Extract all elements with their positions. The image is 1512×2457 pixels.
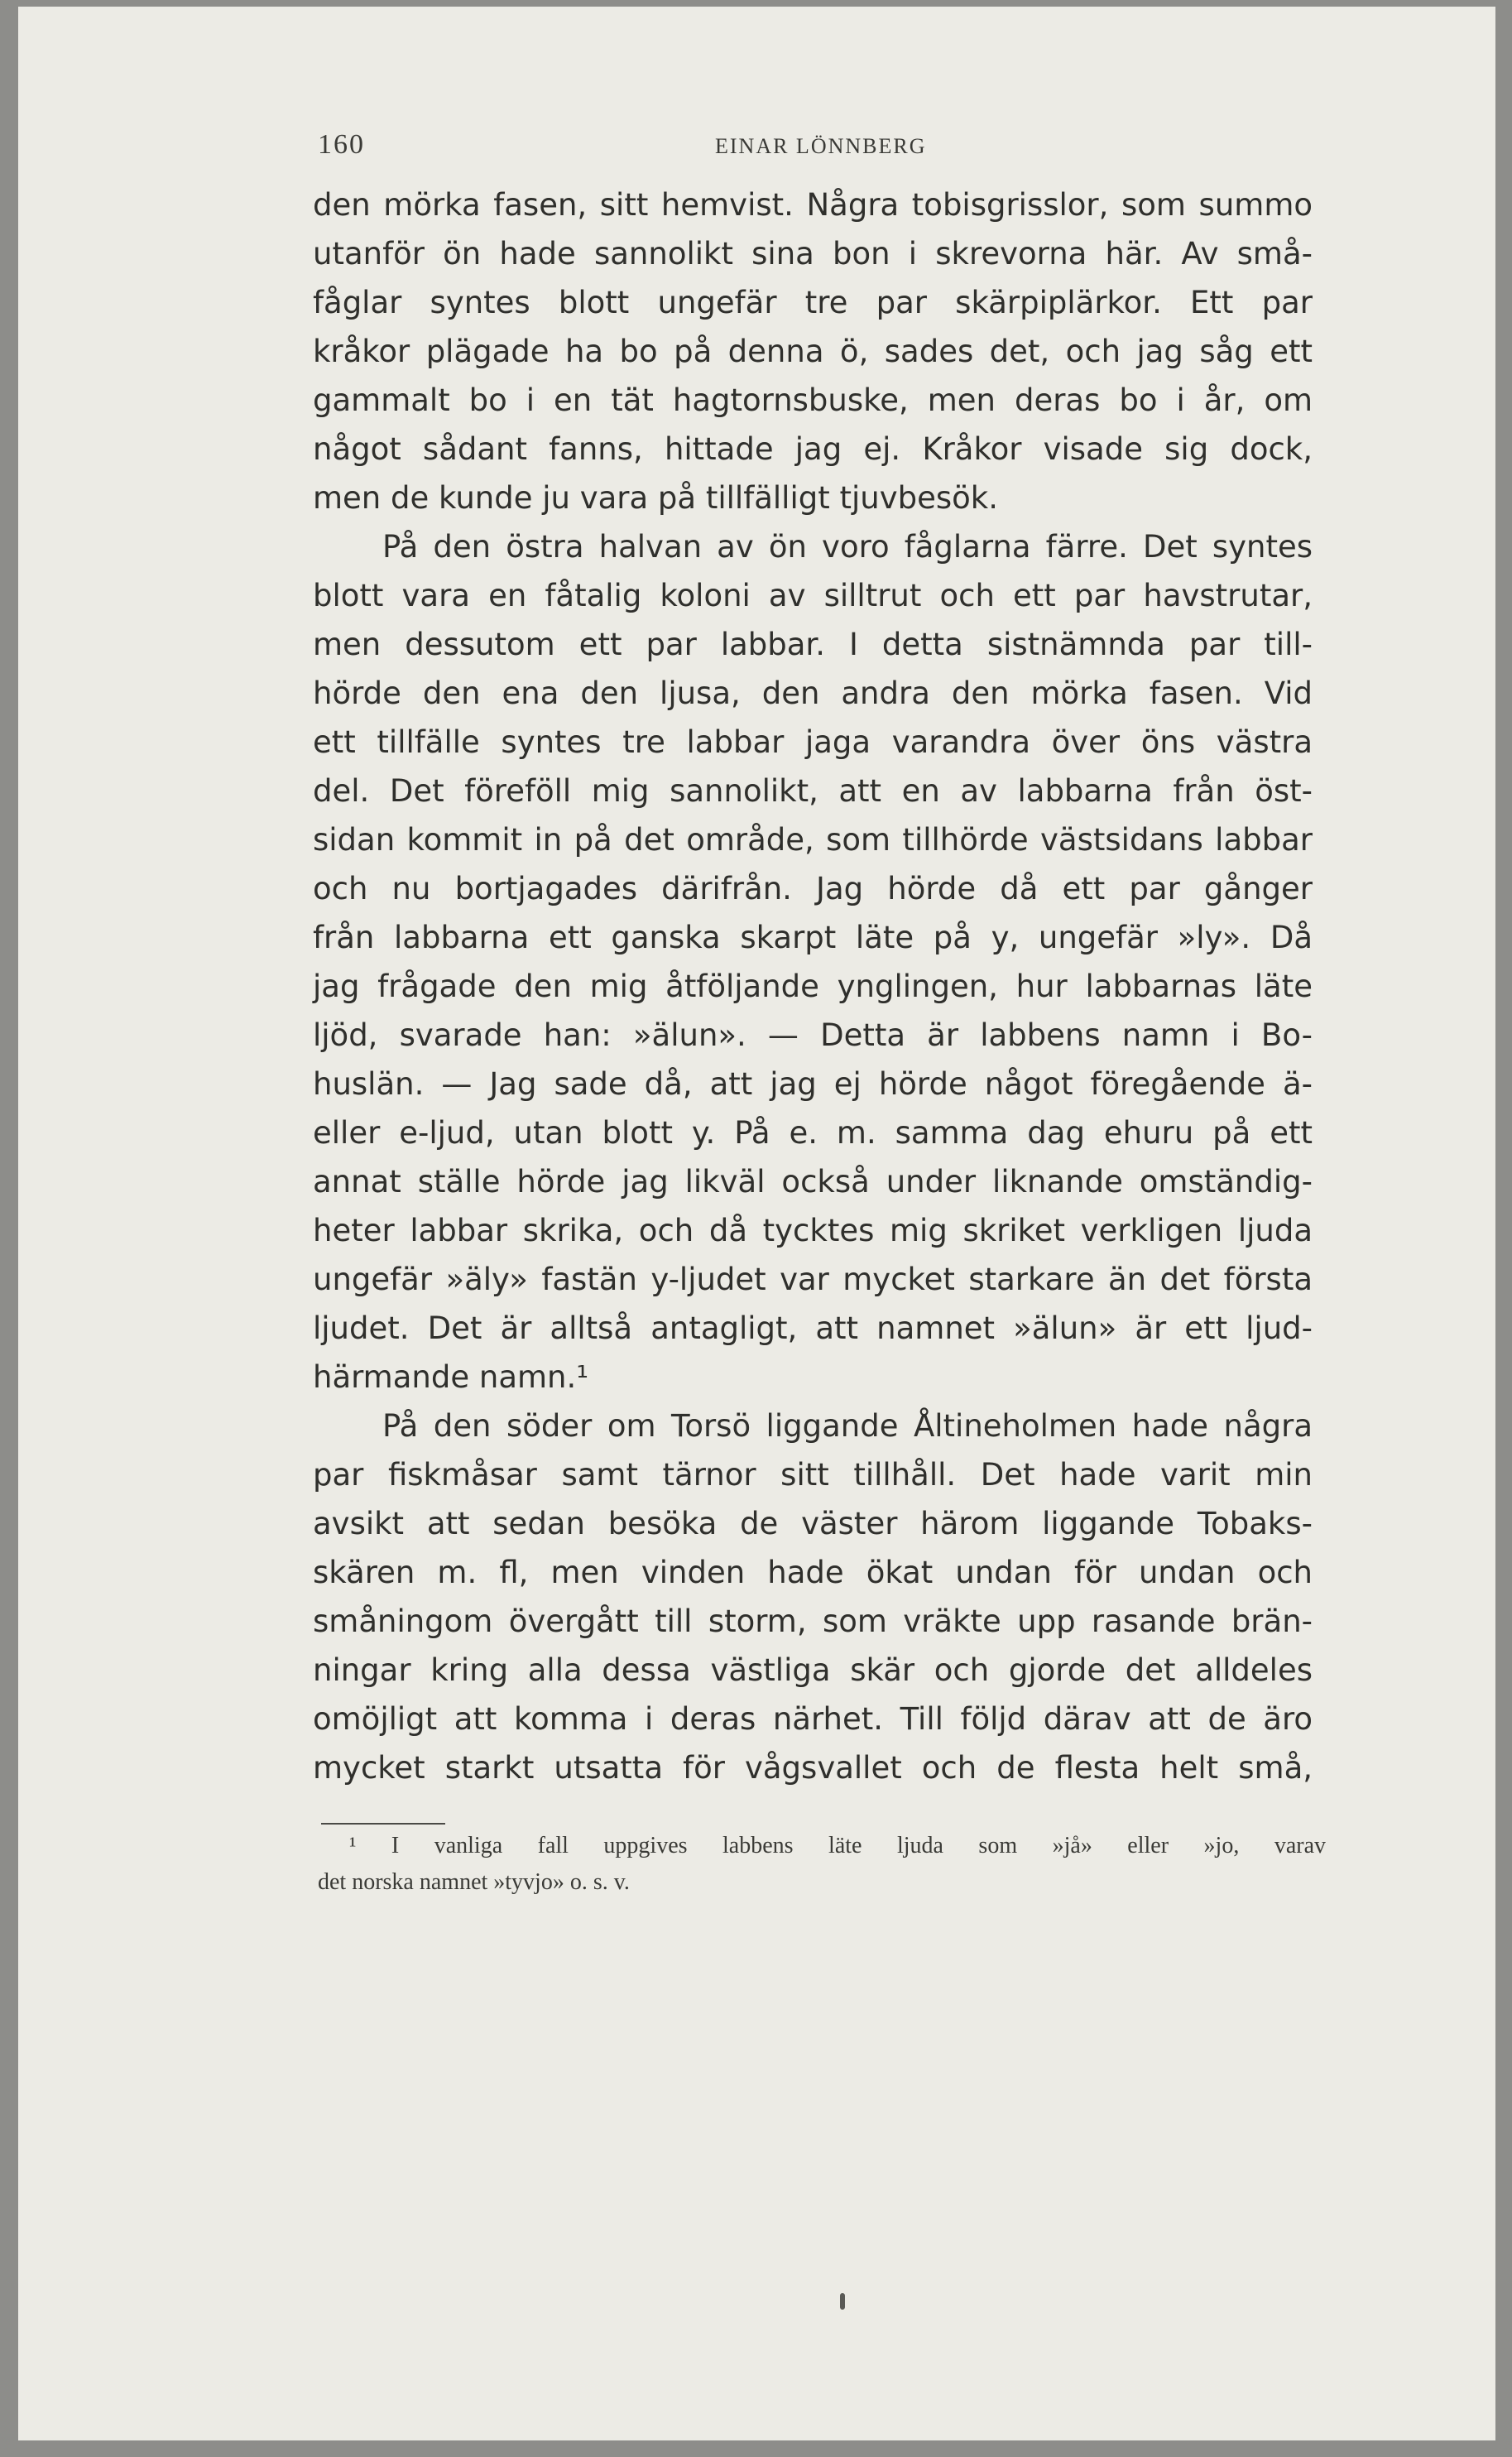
text-line: ningar kring alla dessa västliga skär och gjorde det alldeles [313,1652,1313,1688]
text-line: men dessutom ett par labbar. I detta sistnämnda par till- [313,627,1313,662]
text-line: eller e-ljud, utan blott y. På e. m. samma dag ehuru på ett [313,1115,1313,1151]
text-line: huslän. — Jag sade då, att jag ej hörde något föregående ä- [313,1066,1313,1102]
text-line: och nu bortjagades därifrån. Jag hörde då ett par gånger [313,871,1313,906]
scan-artifact [840,2293,845,2310]
text-line: skären m. fl, men vinden hade ökat undan för undan och [313,1555,1313,1590]
footnotes [318,1828,1326,1901]
text-line: något sådant fanns, hittade jag ej. Kråkor visade sig dock, [313,431,1313,467]
page-header [318,129,1332,162]
text-line: hörde den ena den ljusa, den andra den mörka fasen. Vid [313,676,1313,711]
text-line: jag frågade den mig åtföljande ynglingen, hur labbarnas läte [313,969,1313,1004]
text-line: ljudet. Det är alltså antagligt, att namnet »älun» är ett ljud- [313,1310,1313,1346]
text-line: ljöd, svarade han: »älun». — Detta är labbens namn i Bo- [313,1017,1313,1053]
text-line: ett tillfälle syntes tre labbar jaga varandra över öns västra [313,724,1313,760]
footnote-divider [321,1823,445,1825]
page-number: 160 [318,129,365,160]
text-line: annat ställe hörde jag likväl också under liknande omständig- [313,1164,1313,1200]
text-line: heter labbar skrika, och då tycktes mig skriket verkligen ljuda [313,1213,1313,1248]
text-line: På den söder om Torsö liggande Åltineholmen hade några [382,1408,1313,1444]
text-line: omöjligt att komma i deras närhet. Till följd därav att de äro [313,1701,1313,1737]
text-line: småningom övergått till storm, som vräkte upp rasande brän- [313,1604,1313,1639]
text-line: På den östra halvan av ön voro fåglarna färre. Det syntes [382,529,1313,565]
text-line: del. Det föreföll mig sannolikt, att en av labbarna från öst- [313,773,1313,809]
text-line: gammalt bo i en tät hagtornsbuske, men deras bo i år, om [313,382,1313,418]
text-line: fåglar syntes blott ungefär tre par skärpiplärkor. Ett par [313,285,1313,320]
text-line: avsikt att sedan besöka de väster härom liggande Tobaks- [313,1506,1313,1541]
text-line: par fiskmåsar samt tärnor sitt tillhåll. Det hade varit min [313,1457,1313,1493]
text-line: utanför ön hade sannolikt sina bon i skrevorna här. Av små- [313,236,1313,272]
text-line: kråkor plägade ha bo på denna ö, sades det, och jag såg ett [313,334,1313,369]
text-line: men de kunde ju vara på tillfälligt tjuvbesök. [313,480,998,516]
text-line: sidan kommit in på det område, som tillhörde västsidans labbar [313,822,1313,858]
text-line: den mörka fasen, sitt hemvist. Några tobisgrisslor, som summo [313,187,1313,223]
text-line: härmande namn.¹ [313,1359,589,1395]
body-text [313,180,1313,1792]
footnote-line: ¹ I vanliga fall uppgives labbens läte ljuda som »jå» eller »jo, varav [349,1833,1326,1858]
text-line: ungefär »äly» fastän y-ljudet var mycket starkare än det första [313,1262,1313,1297]
text-line: blott vara en fåtalig koloni av silltrut och ett par havstrutar, [313,578,1313,613]
text-line: mycket starkt utsatta för vågsvallet och de flesta helt små, [313,1750,1313,1786]
running-head: EINAR LÖNNBERG [715,134,927,158]
text-line: från labbarna ett ganska skarpt läte på y, ungefär »ly». Då [313,920,1313,955]
footnote-line: det norska namnet »tyvjo» o. s. v. [318,1869,630,1895]
